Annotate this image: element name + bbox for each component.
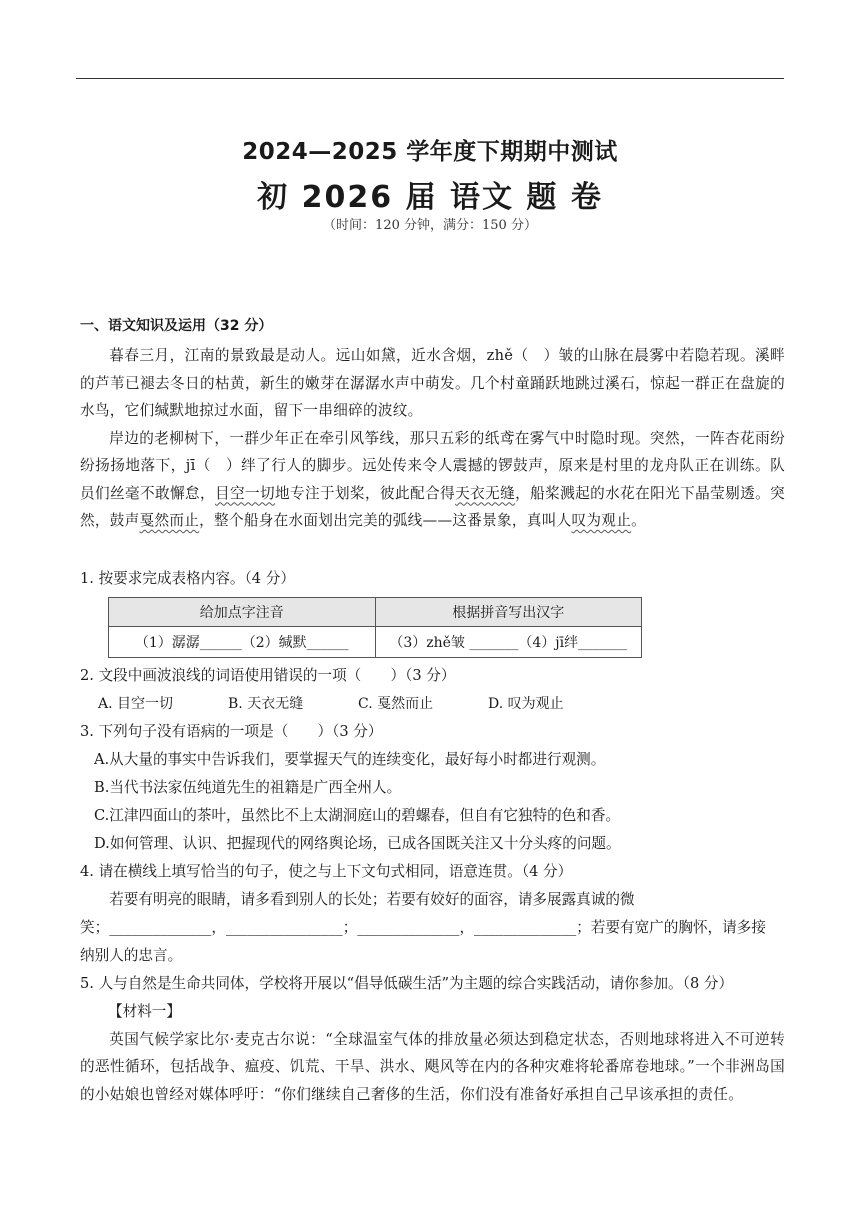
- option-c[interactable]: C. 戛然而止: [358, 695, 434, 712]
- q3-option-c[interactable]: C.江津四面山的茶叶，虽然比不上太湖洞庭山的碧螺春，但自有它独特的色和香。: [94, 806, 621, 824]
- question-5: 5. 人与自然是生命共同体，学校将开展以“倡导低碳生活”为主题的综合实践活动，请你参加。（8 分）: [80, 974, 734, 992]
- exam-time-score: （时间：120 分钟，满分：150 分）: [323, 218, 537, 233]
- exam-subtitle: 初 2026 届 语文 题 卷: [257, 180, 603, 215]
- material-1-text: 英国气候学家比尔·麦克古尔说：“全球温室气体的排放量必须达到稳定状态，否则地球将进入不可逆转的恶性循环，包括战争、瘟疫、饥荒、干旱、洪水、飓风等在内的各种灾难将轮番席卷地球。”一个非洲岛国的小姑娘也曾经对媒体呼吁：“你们继续自己奢侈的生活，你们没有准备好承担自己早该承担的责任。: [80, 1030, 785, 1103]
- table-header-left: 给加点字注音: [109, 597, 376, 626]
- question-3: 3. 下列句子没有语病的一项是（ ）（3 分）: [80, 722, 383, 740]
- wavy-word-1: 目空一切: [215, 484, 276, 502]
- q3-option-d[interactable]: D.如何管理、认识、把握现代的网络舆论场，已成各国既关注又十分头疼的问题。: [94, 834, 621, 852]
- question-4: 4. 请在横线上填写恰当的句子，使之与上下文句式相同，语意连贯。（4 分）: [80, 862, 573, 880]
- wavy-word-2: 天衣无缝: [455, 484, 516, 502]
- material-label: 【材料一】: [108, 1002, 181, 1020]
- table-header-right: 根据拼音写出汉字: [375, 597, 642, 626]
- section-heading: 一、语文知识及运用（32 分）: [80, 318, 273, 334]
- passage-paragraph-2: 岸边的老柳树下，一群少年正在牵引风筝线，那只五彩的纸鸢在雾气中时隐时现。突然，一阵杏花雨纷纷扬扬地落下，jī（ ）绊了行人的脚步。远处传来令人震撼的锣鼓声，原来是村里的龙舟队正在训练。队员们丝毫不敢懈怠，目空一切地专注于划桨，彼此配合得天衣无缝，船桨溅起的水花在阳光下晶莹剔透。突然，鼓声戛然而止，整个船身在水面划出完美的弧线——这番景象，真叫人叹为观止。: [80, 429, 786, 529]
- table-cell-right[interactable]: （3）zhě皱 _______（4）jī绊_______: [375, 626, 642, 657]
- header-rule: [76, 78, 784, 79]
- option-a[interactable]: A. 目空一切: [98, 695, 174, 712]
- q4-line-2[interactable]: 笑；______________，________________；______________，______________；若要有宽广的胸怀，请多接: [80, 918, 766, 936]
- wavy-word-3: 戛然而止: [139, 512, 200, 529]
- q4-line-1: 若要有明亮的眼睛，请多看到别人的长处；若要有姣好的面容，请多展露真诚的微: [109, 890, 635, 908]
- exam-title: 2024—2025 学年度下期期中测试: [242, 139, 618, 165]
- table-cell-left[interactable]: （1）潺潺______（2）缄默______: [109, 626, 376, 657]
- q4-line-3: 纳别人的忠言。: [80, 946, 183, 964]
- question-2-options: [98, 690, 785, 718]
- question-2: 2. 文段中画波浪线的词语使用错误的一项（ ）（3 分）: [80, 666, 456, 684]
- q3-option-a[interactable]: A.从大量的事实中告诉我们，要掌握天气的连续变化，最好每小时都进行观测。: [94, 750, 606, 768]
- option-d[interactable]: D. 叹为观止: [488, 695, 564, 712]
- pinyin-table: [108, 597, 642, 658]
- wavy-word-4: 叹为观止: [571, 512, 632, 529]
- option-b[interactable]: B. 天衣无缝: [228, 695, 304, 712]
- q3-option-b[interactable]: B.当代书法家伍纯道先生的祖籍是广西全州人。: [94, 778, 402, 796]
- question-1: 1. 按要求完成表格内容。（4 分）: [80, 569, 295, 587]
- exam-body: [80, 316, 785, 1108]
- passage-paragraph-1: 暮春三月，江南的景致最是动人。远山如黛，近水含烟，zhě（ ）皱的山脉在晨雾中若隐若现。溪畔的芦苇已褪去冬日的枯黄，新生的嫩芽在潺潺水声中萌发。几个村童踊跃地跳过溪石，惊起一群正在盘旋的水鸟，它们缄默地掠过水面，留下一串细碎的波纹。: [80, 347, 785, 419]
